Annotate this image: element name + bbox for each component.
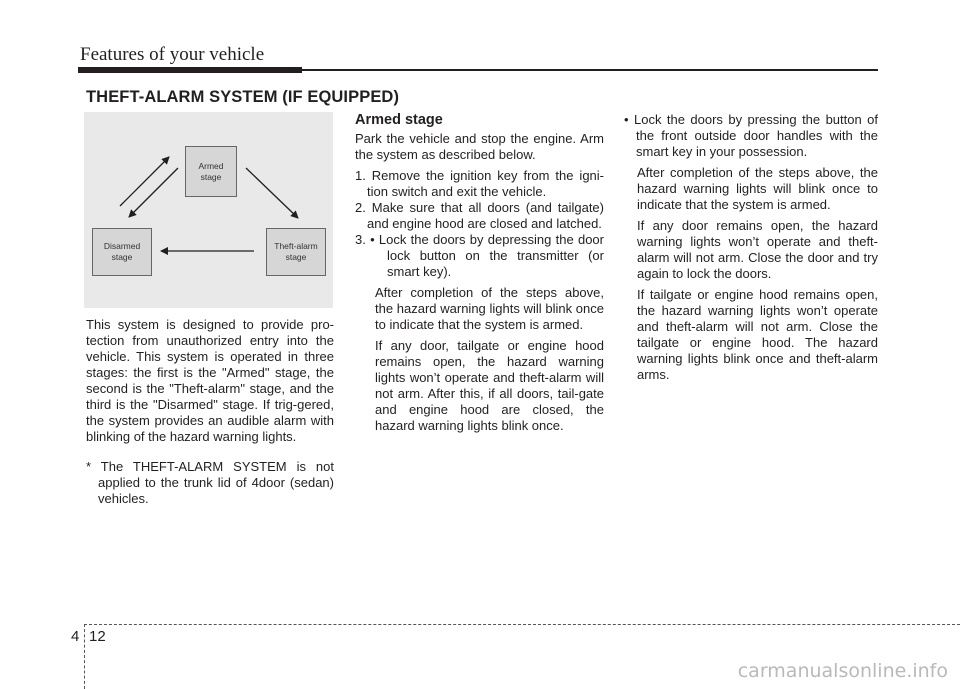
footer-vertical-rule bbox=[84, 624, 85, 689]
column-1 bbox=[86, 317, 334, 507]
tailgate-open-warning: If tailgate or engine hood remains open, the hazard warning lights won’t operate and theft-alarm will not arm. Close the tailgate or engine hood. The hazard warning lights blink once and theft-alarm arms. bbox=[637, 287, 878, 382]
chapter-number: 4 bbox=[71, 628, 80, 645]
step-2: 2. Make sure that all doors (and tailgate) and engine hood are closed and latched. bbox=[355, 200, 604, 231]
header-rule-thick bbox=[78, 67, 302, 73]
stage-arrows bbox=[84, 112, 333, 308]
step-3-result: After completion of the steps above, the hazard warning lights will blink once to indicate that the system is armed. bbox=[375, 285, 604, 332]
page-number: 12 bbox=[89, 628, 106, 645]
armed-stage-box: Armed stage bbox=[185, 146, 237, 197]
stage-diagram bbox=[84, 112, 333, 308]
door-open-warning: If any door remains open, the hazard warning lights won’t operate and theft-alarm will not arm. Close the door and try again to lock the doors. bbox=[637, 218, 878, 281]
header-rule-thin bbox=[302, 69, 878, 71]
smart-key-bullet: • Lock the doors by pressing the button of the front outside door handles with the smart key in your possession. bbox=[624, 112, 878, 159]
watermark-text: carmanualsonline.info bbox=[737, 660, 948, 682]
column-3 bbox=[624, 112, 878, 383]
arrow-armed-to-theft bbox=[246, 168, 298, 218]
column-2 bbox=[355, 112, 604, 434]
armed-stage-heading: Armed stage bbox=[355, 112, 443, 128]
arrow-disarmed-to-armed bbox=[120, 157, 169, 206]
intro-paragraph: This system is designed to provide pro-tection from unauthorized entry into the vehicle. This system is operated in three stages: the first is the "Armed" stage, the second is the "Theft-alarm" stage, and the third is the "Disarmed" stage. If trig-gered, the system provides an audible alarm with blinking of the hazard warning lights. bbox=[86, 317, 334, 444]
theft-alarm-stage-box: Theft-alarm stage bbox=[266, 228, 326, 276]
step-1: 1. Remove the ignition key from the igni-tion switch and exit the vehicle. bbox=[355, 168, 604, 199]
arrow-armed-to-disarmed bbox=[129, 168, 178, 217]
step-3: 3. • Lock the doors by depressing the door lock button on the transmitter (or smart key). bbox=[355, 232, 604, 279]
footer-horizontal-rule bbox=[84, 624, 960, 625]
page-header-title: Features of your vehicle bbox=[80, 44, 265, 65]
armed-intro: Park the vehicle and stop the engine. Arm the system as described below. bbox=[355, 131, 604, 162]
section-title: THEFT-ALARM SYSTEM (IF EQUIPPED) bbox=[86, 88, 400, 106]
trunk-note: * The THEFT-ALARM SYSTEM is not applied to the trunk lid of 4door (sedan) vehicles. bbox=[86, 459, 334, 506]
disarmed-stage-box: Disarmed stage bbox=[92, 228, 152, 276]
smart-key-result: After completion of the steps above, the hazard warning lights will blink once to indicate that the system is armed. bbox=[637, 165, 878, 212]
step-3-warning: If any door, tailgate or engine hood remains open, the hazard warning lights won’t operate and theft-alarm will not arm. After this, if all doors, tail-gate and engine hood are closed, the hazard warning lights blink once. bbox=[375, 338, 604, 433]
